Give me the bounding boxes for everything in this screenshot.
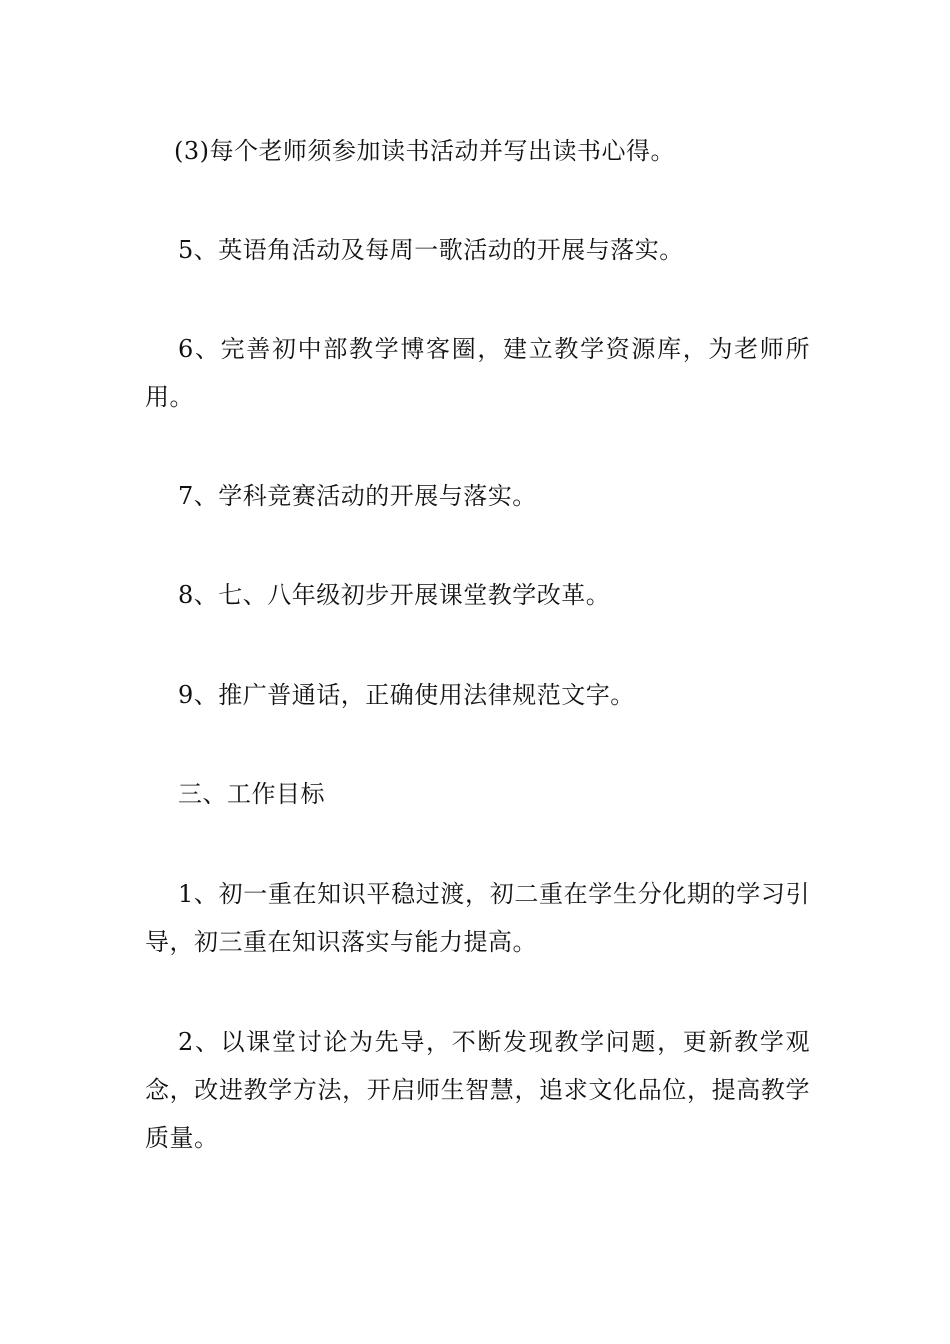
paragraph-subject-competition: 7、学科竞赛活动的开展与落实。 [178, 482, 537, 510]
paragraph-goal-classroom-discussion: 2、以课堂讨论为先导，不断发现教学问题，更新教学观念，改进教学方法，开启师生智慧，追求文化品位，提高教学质量。 [145, 1028, 810, 1152]
paragraph-teaching-blog: 6、完善初中部教学博客圈，建立教学资源库，为老师所用。 [145, 335, 810, 411]
paragraph-english-corner: 5、英语角活动及每周一歌活动的开展与落实。 [178, 236, 684, 264]
section-heading-work-goals: 三、工作目标 [178, 780, 325, 808]
paragraph-reading-activity: (3)每个老师须参加读书活动并写出读书心得。 [174, 137, 675, 165]
paragraph-classroom-reform: 8、七、八年级初步开展课堂教学改革。 [178, 581, 611, 609]
paragraph-goal-grades: 1、初一重在知识平稳过渡，初二重在学生分化期的学习引导，初三重在知识落实与能力提高。 [145, 880, 810, 956]
paragraph-mandarin-promotion: 9、推广普通话，正确使用法律规范文字。 [178, 681, 635, 709]
